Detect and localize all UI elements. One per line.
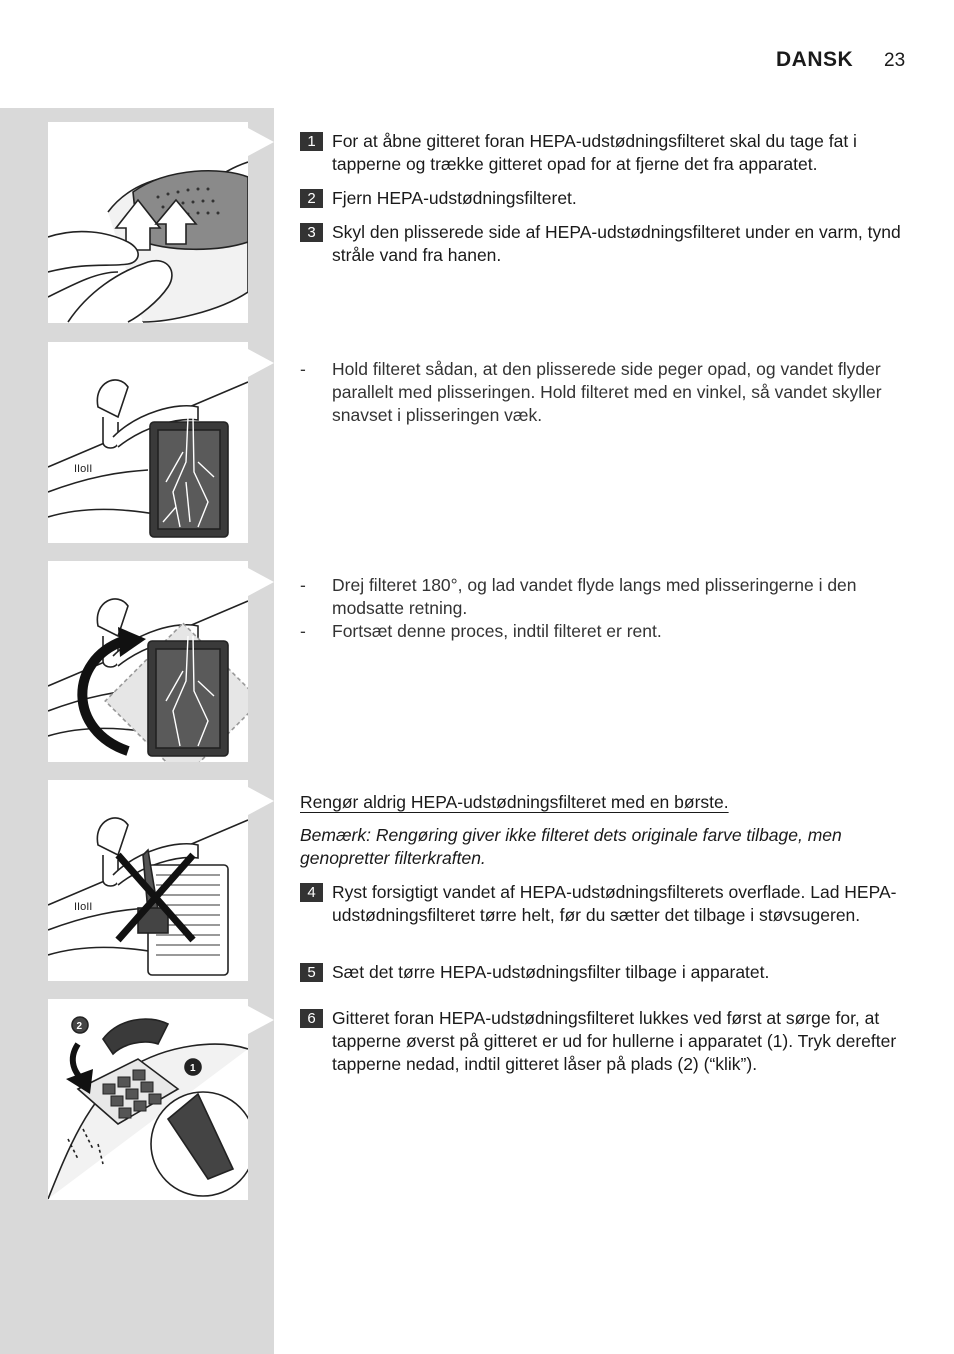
page-number: 23 <box>884 50 906 71</box>
step-text: Ryst forsigtigt vandet af HEPA-udstødningsfilterets overflade. Lad HEPA-udstødningsfilteret tørre helt, før du sætter det tilbage i støvsugeren. <box>332 882 897 925</box>
callout-2-label: 2 <box>76 1021 83 1032</box>
note-text: Bemærk: Rengøring giver ikke filteret dets originale farve tilbage, men genopretter filterkraften. <box>300 825 842 868</box>
step-text: Skyl den plisserede side af HEPA-udstødningsfilteret under en varm, tynd stråle vand fra hanen. <box>332 222 901 265</box>
figure-no-brush <box>48 780 248 981</box>
bullet-hold-filter <box>300 358 906 427</box>
figure-rinse-filter <box>48 342 248 543</box>
figure-pointer <box>248 568 274 596</box>
note <box>300 824 906 870</box>
step-number: 2 <box>300 189 323 208</box>
bullet-marker: - <box>300 621 306 641</box>
figure-open-grille <box>48 122 248 323</box>
step-number: 4 <box>300 883 323 902</box>
language-label: DANSK <box>776 48 854 71</box>
svg-text:IIoII: IIoII <box>74 463 93 475</box>
step-number: 1 <box>300 132 323 151</box>
figure-pointer <box>248 787 274 815</box>
bullet-marker: - <box>300 575 306 595</box>
figure-pointer <box>248 128 274 156</box>
step-text: Fjern HEPA-udstødningsfilteret. <box>332 188 577 208</box>
step-text: Gitteret foran HEPA-udstødningsfilteret lukkes ved først at sørge for, at tapperne øverst på gitteret er ud for hullerne i apparatet (1). Tryk derefter tapperne nedad, indtil gitteret låser på plads (2) (“klik”). <box>332 1008 897 1074</box>
step-2 <box>300 187 906 210</box>
warning-text: Rengør aldrig HEPA-udstødningsfilteret med en børste. <box>300 792 729 812</box>
figure-pointer <box>248 349 274 377</box>
step-3 <box>300 221 906 267</box>
bullet-rotate-filter <box>300 574 906 620</box>
svg-text:IIoII: IIoII <box>74 901 93 913</box>
step-6 <box>300 1007 906 1076</box>
bullet-repeat <box>300 620 906 643</box>
figure-close-grille <box>48 999 248 1200</box>
figure-pointer <box>248 1006 274 1034</box>
callout-1-label: 1 <box>190 1063 196 1074</box>
step-number: 5 <box>300 963 323 982</box>
step-1 <box>300 130 906 176</box>
bullet-text: Fortsæt denne proces, indtil filteret er rent. <box>332 621 662 641</box>
bullet-marker: - <box>300 359 306 379</box>
step-number: 3 <box>300 223 323 242</box>
bullet-text: Hold filteret sådan, at den plisserede side peger opad, og vandet flyder parallelt med plisseringen. Hold filteret med en vinkel, så vandet skyller snavset i plisseringen væk. <box>332 359 882 425</box>
step-5 <box>300 961 906 984</box>
step-text: For at åbne gitteret foran HEPA-udstødningsfilteret skal du tage fat i tapperne og trække gitteret opad for at fjerne det fra apparatet. <box>332 131 857 174</box>
step-4 <box>300 881 906 927</box>
figure-rotate-filter <box>48 561 248 762</box>
step-number: 6 <box>300 1009 323 1028</box>
step-text: Sæt det tørre HEPA-udstødningsfilter tilbage i apparatet. <box>332 962 770 982</box>
warning <box>300 791 906 814</box>
bullet-text: Drej filteret 180°, og lad vandet flyde langs med plisseringerne i den modsatte retning. <box>332 575 857 618</box>
